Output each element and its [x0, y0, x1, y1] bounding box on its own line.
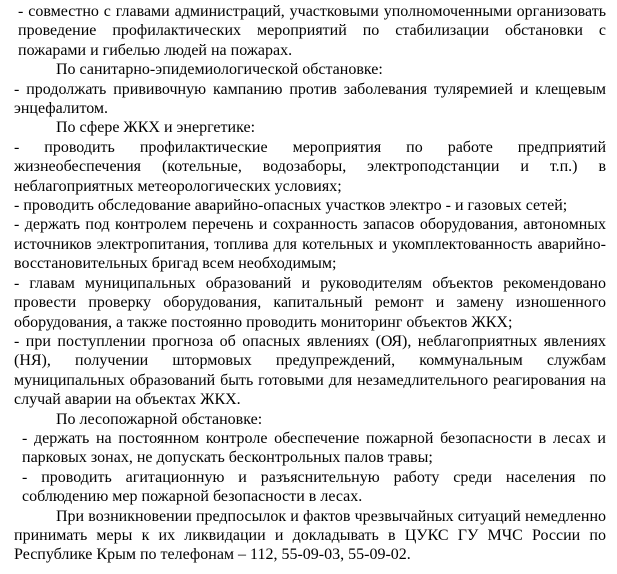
- paragraph-emergency-reporting: При возникновении предпосылок и фактов чрезвычайных ситуаций немедленно принимать меры к их ликвидации и докладывать в ЦУКС ГУ МЧС России по Республике Крым по телефонам – 112, 55-09-03, 55-09-02.: [14, 507, 606, 564]
- paragraph-vaccination: - продолжать прививочную кампанию против заболевания туляремией и клещевым энцефалитом.: [14, 80, 606, 118]
- paragraph-network-inspection: - проводить обследование аварийно-опасных участков электро - и газовых сетей;: [14, 197, 568, 215]
- paragraph-life-support-measures: - проводить профилактические мероприятия по работе предприятий жизнеобеспечения (котельные, водозаборы, электроподстанции и т.п.) в неблагоприятных метеорологических условиях;: [14, 138, 606, 195]
- paragraph-fire-prevention: - совместно с главами администраций, участковыми уполномоченными организовать проведение профилактических мероприятий по стабилизации обстановки с пожарами и гибелью людей на пожарах.: [18, 3, 606, 59]
- heading-housing-energy: По сфере ЖКХ и энергетике:: [56, 119, 256, 137]
- paragraph-public-outreach: - проводить агитационную и разъяснительную работу среди населения по соблюдению мер пожарной безопасности в лесах.: [22, 468, 606, 506]
- paragraph-hazard-forecast: - при поступлении прогноза об опасных явлениях (ОЯ), неблагоприятных явлениях (НЯ), получении штормовых предупреждений, коммунальным службам муниципальных образований быть готовыми для незамедлительного реагирования на случай аварии на объектах ЖКХ.: [14, 332, 606, 409]
- paragraph-forest-control: - держать на постоянном контроле обеспечение пожарной безопасности в лесах и парковых зонах, не допускать бесконтрольных палов травы;: [22, 429, 606, 467]
- heading-forest-fire: По лесопожарной обстановке:: [56, 410, 263, 428]
- paragraph-equipment-check: - главам муниципальных образований и руководителям объектов рекомендовано провести проверку оборудования, капитальный ремонт и замену изношенного оборудования, а также постоянно проводить мониторинг объектов ЖКХ;: [14, 274, 606, 331]
- heading-sanitary-epidemiological: По санитарно-эпидемиологической обстановке:: [56, 61, 383, 79]
- paragraph-equipment-reserves: - держать под контролем перечень и сохранность запасов оборудования, автономных источников электропитания, топлива для котельных и укомплектованность аварийно-восстановительных бригад всем необходимым;: [14, 216, 606, 273]
